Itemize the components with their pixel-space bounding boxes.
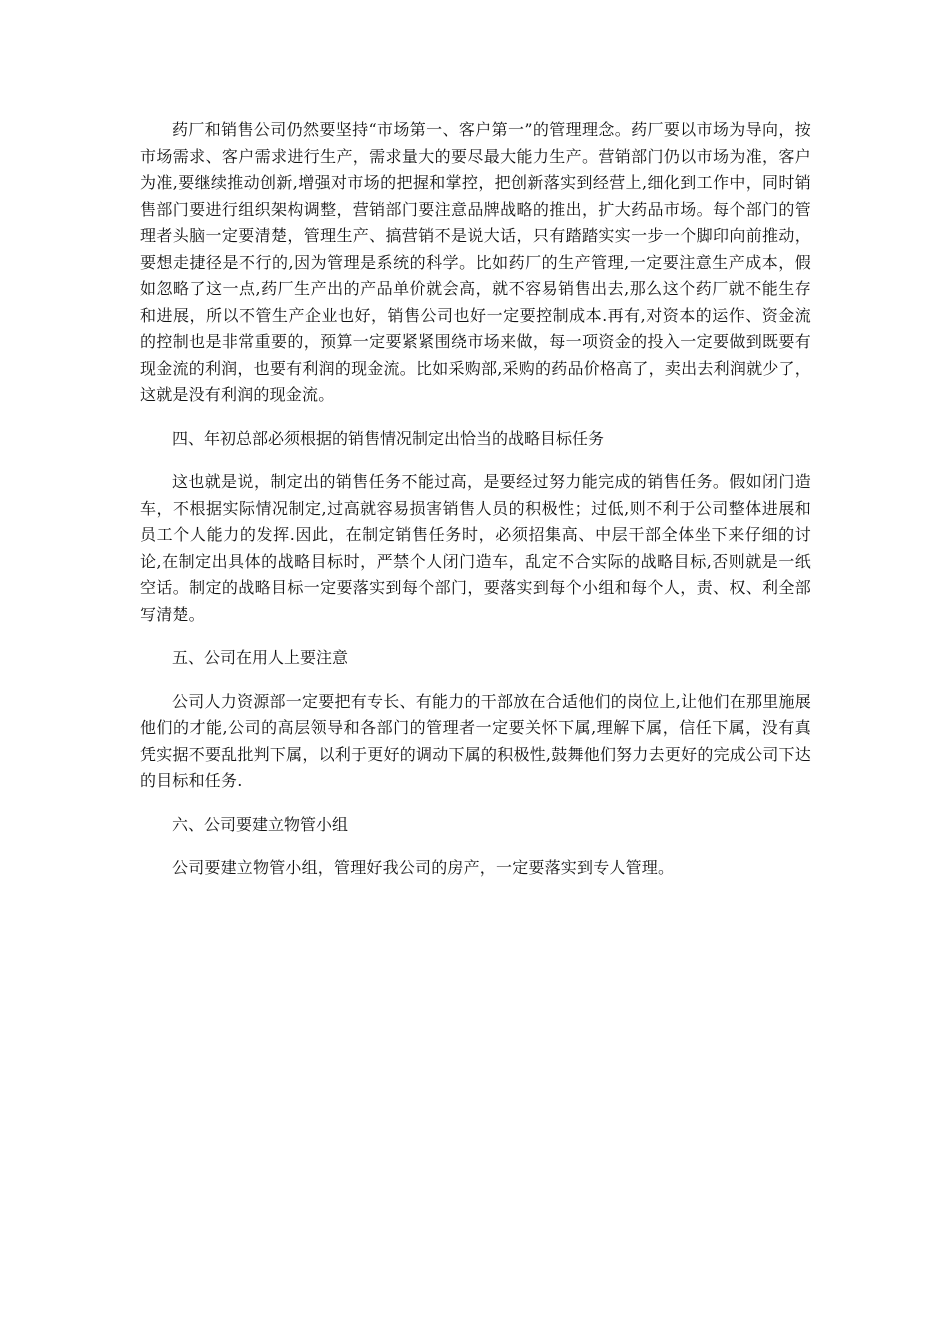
section-heading-4: 四、年初总部必须根据的销售情况制定出恰当的战略目标任务 bbox=[172, 428, 605, 448]
section-heading-6: 六、公司要建立物管小组 bbox=[172, 814, 349, 834]
paragraph-sales-targets: 这也就是说，制定出的销售任务不能过高，是要经过努力能完成的销售任务。假如闭门造车，不根据实际情况制定,过高就容易损害销售人员的积极性；过低,则不利于公司整体进展和员工个人能力的发挥.因此，在制定销售任务时，必须招集高、中层干部全体坐下来仔细的讨论,在制定出具体的战略目标时，严禁个人闭门造车，乱定不合实际的战略目标,否则就是一纸空话。制定的战略目标一定要落实到每个部门，要落实到每个小组和每个人，责、权、利全部写清楚。 bbox=[140, 472, 811, 624]
paragraph-property-management: 公司要建立物管小组，管理好我公司的房产，一定要落实到专人管理。 bbox=[172, 858, 675, 877]
paragraph-market-first: 药厂和销售公司仍然要坚持“市场第一、客户第一”的管理理念。药厂要以市场为导向，按市场需求、客户需求进行生产，需求量大的要尽最大能力生产。营销部门仍以市场为准，客户为准,要继续推动创新,增强对市场的把握和掌控，把创新落实到经营上,细化到工作中，同时销售部门要进行组织架构调整，营销部门要注意品牌战略的推出，扩大药品市场。每个部门的管理者头脑一定要清楚，管理生产、搞营销不是说大话，只有踏踏实实一步一个脚印向前推动，要想走捷径是不行的,因为管理是系统的科学。比如药厂的生产管理,一定要注意生产成本，假如忽略了这一点,药厂生产出的产品单价就会高，就不容易销售出去,那么这个药厂就不能生存和进展，所以不管生产企业也好，销售公司也好一定要控制成本.再有,对资本的运作、资金流的控制也是非常重要的，预算一定要紧紧围绕市场来做，每一项资金的投入一定要做到既要有现金流的利润，也要有利润的现金流。比如采购部,采购的药品价格高了，卖出去利润就少了，这就是没有利润的现金流。 bbox=[140, 120, 811, 404]
paragraph-staffing: 公司人力资源部一定要把有专长、有能力的干部放在合适他们的岗位上,让他们在那里施展他们的才能,公司的高层领导和各部门的管理者一定要关怀下属,理解下属，信任下属，没有真凭实据不要乱批判下属，以利于更好的调动下属的积极性,鼓舞他们努力去更好的完成公司下达的目标和任务. bbox=[140, 691, 811, 790]
section-heading-5: 五、公司在用人上要注意 bbox=[172, 648, 349, 667]
document-body bbox=[140, 117, 811, 899]
